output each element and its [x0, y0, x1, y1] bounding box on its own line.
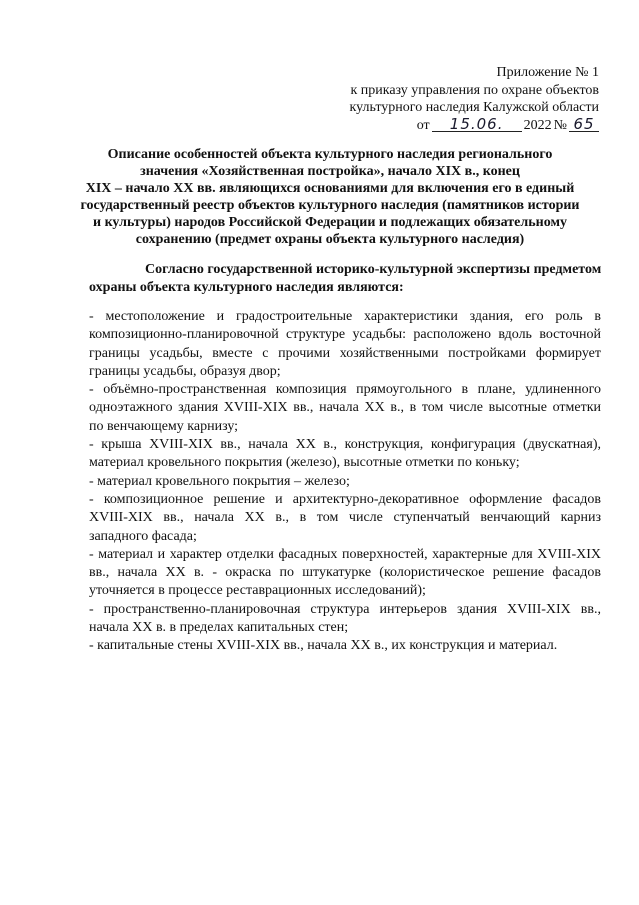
order-date-line	[279, 114, 599, 135]
list-line: уточняется в процессе реставрационных исследований);	[89, 583, 426, 599]
protection-subject-list	[89, 308, 601, 656]
list-line: начала XX в. в пределах капитальных стен;	[89, 620, 349, 636]
list-line: композиционно-планировочной структуре усадьбы: расположено вдоль восточной	[89, 327, 601, 343]
annex-header	[279, 64, 599, 134]
order-reference: к приказу управления по охране объектов	[350, 82, 599, 98]
list-line: по венчающему карнизу;	[89, 418, 239, 434]
handwritten-date: 15.06.	[432, 117, 522, 132]
document-title	[60, 146, 600, 248]
issuing-authority: культурного наследия Калужской области	[349, 100, 599, 115]
title-line: XIX – начало XX вв. являющихся основаниями для включения его в единый	[85, 181, 575, 196]
title-line: и культуры) народов Российской Федерации и подлежащих обязательному	[93, 215, 567, 230]
number-sign: №	[553, 117, 567, 133]
list-line: границы усадьбы, вместе с прочими хозяйственными постройками формирует	[89, 345, 601, 361]
intro-line: Согласно государственной историко-культурной экспертизы предметом	[145, 262, 602, 277]
list-line: материал кровельного покрытия (железо), высотные отметки по коньку;	[89, 455, 520, 471]
list-line: - материал и характер отделки фасадных поверхностей, характерные для XVIII-XIX	[89, 546, 601, 562]
list-line: - местоположение и градостроительные характеристики здания, его роль в	[89, 309, 601, 324]
list-line: западного фасада;	[89, 528, 197, 544]
intro-paragraph	[89, 261, 601, 297]
title-line: значения «Хозяйственная постройка», начало XIX в., конец	[140, 164, 520, 179]
list-line: - объёмно-пространственная композиция прямоугольного в плане, удлиненного	[89, 382, 601, 398]
intro-line: охраны объекта культурного наследия являются:	[89, 280, 404, 295]
list-line: - крыша XVIII-XIX вв., начала XX в., конструкция, конфигурация (двускатная),	[89, 437, 601, 453]
list-line: XVIII-XIX вв., начала XX в., в том числе ступенчатый венчающий карниз	[89, 510, 601, 526]
date-prefix: от	[416, 117, 430, 133]
list-line: - капитальные стены XVIII-XIX вв., начала XX в., их конструкция и материал.	[89, 638, 558, 654]
title-line: сохранению (предмет охраны объекта культурного наследия)	[135, 232, 525, 247]
annex-number: Приложение № 1	[496, 65, 599, 80]
handwritten-order-number: 65	[569, 117, 599, 132]
list-line: - композиционное решение и архитектурно-декоративное оформление фасадов	[89, 491, 601, 507]
list-line: вв., начала XX в. - окраска по штукатурке (колористическое решение фасадов	[89, 565, 601, 581]
title-line: Описание особенностей объекта культурного наследия регионального	[107, 147, 553, 162]
list-line: границы усадьбы, образуя двор;	[89, 363, 281, 379]
list-line: - пространственно-планировочная структура интерьеров здания XVIII-XIX вв.,	[89, 601, 601, 617]
title-line: государственный реестр объектов культурного наследия (памятников истории	[80, 198, 580, 213]
order-year: 2022	[523, 117, 552, 133]
list-line: одноэтажного здания XVIII-XIX вв., начала XX в., в том числе высотные отметки	[89, 400, 601, 416]
list-line: - материал кровельного покрытия – железо;	[89, 473, 350, 489]
